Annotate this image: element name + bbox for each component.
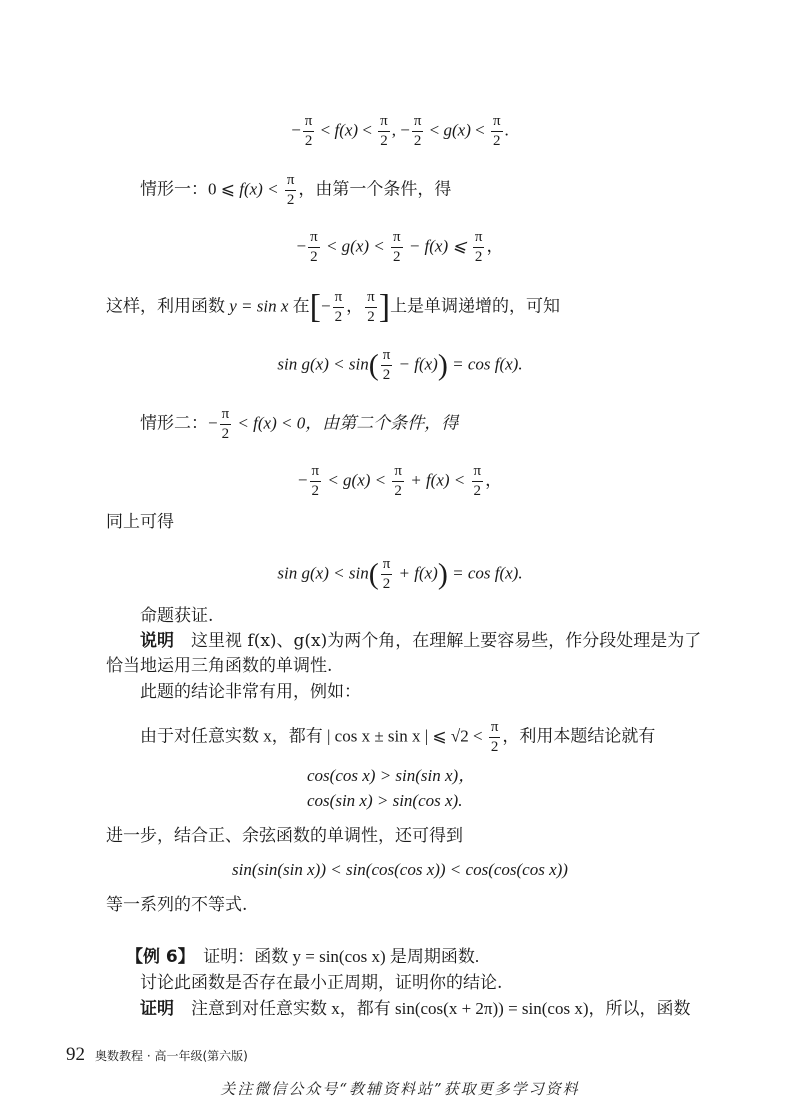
series-of-inequalities: 等一系列的不等式. bbox=[106, 895, 248, 915]
case-one-line: 情形一：0 ⩽ f(x) < $\frac{\pi}{2}$ ，由第一个条件，得 bbox=[140, 172, 452, 208]
conclusion-useful: 此题的结论非常有用，例如： bbox=[140, 682, 361, 702]
further-text: 进一步，结合正、余弦函数的单调性，还可得到 bbox=[106, 826, 463, 846]
inequality-case-one: − $\frac{\pi}{2}$ < g(x) < $\frac{\pi}{2}$ − f(x) ⩽ $\frac{\pi}{2}$ ， bbox=[296, 229, 504, 265]
proposition-proved: 命题获证. bbox=[140, 606, 214, 626]
cos-cos-inequality: cos(cos x) > sin(sin x)， bbox=[307, 766, 476, 785]
example-6: 【例 6】 证明：函数 y = sin(cos x) 是周期函数. bbox=[126, 947, 480, 967]
sine-cosine-inequality-two: sin g(x) < sin( $\frac{\pi}{2}$ + f(x)) = cos f(x). bbox=[277, 556, 523, 592]
example-application: 由于对任意实数 x，都有 | cos x ± sin x | ⩽ √2 < $\frac{\pi}{2}$ ，利用本题结论就有 bbox=[140, 719, 656, 755]
inequality-case-two: − $\frac{\pi}{2}$ < g(x) < $\frac{\pi}{2}$ + f(x) < $\frac{\pi}{2}$ ， bbox=[297, 463, 503, 499]
note-line-1: 说明 这里视 f(x)、g(x)为两个角，在理解上要容易些，作分段处理是为了 bbox=[140, 631, 702, 651]
cos-sin-inequality: cos(sin x) > sin(cos x). bbox=[307, 791, 463, 810]
note-line-2: 恰当地运用三角函数的单调性. bbox=[106, 656, 333, 676]
proof-line: 证明 注意到对任意实数 x，都有 sin(cos(x + 2π)) = sin(cos x)，所以，函数 bbox=[140, 999, 691, 1019]
inequality-f-g-bounds: − $\frac{\pi}{2}$ < f(x) < $\frac{\pi}{2}$ , − $\frac{\pi}{2}$ < g(x) < $\frac{\pi}{2}$ . bbox=[291, 113, 509, 149]
case-two-line: 情形二：− $\frac{\pi}{2}$ < f(x) < 0，由第二个条件，得 bbox=[140, 406, 459, 442]
discussion-text: 讨论此函数是否存在最小正周期，证明你的结论. bbox=[140, 973, 503, 993]
page-number: 92 bbox=[66, 1044, 85, 1065]
monotonic-sine-statement: 这样，利用函数 y = sin x 在[− $\frac{\pi}{2}$ ， $\frac{\pi}{2}$ ]上是单调递增的，可知 bbox=[106, 288, 561, 326]
nested-trig-inequality: sin(sin(sin x)) < sin(cos(cos x)) < cos(cos(cos x)) bbox=[232, 860, 568, 879]
sine-cosine-inequality-one: sin g(x) < sin( $\frac{\pi}{2}$ − f(x)) = cos f(x). bbox=[277, 347, 523, 383]
watermark-text: 关注微信公众号“教辅资料站”获取更多学习资料 bbox=[220, 1080, 580, 1098]
book-title: 奥数教程 · 高一年级(第六版) bbox=[95, 1049, 248, 1063]
same-as-above-text: 同上可得 bbox=[106, 512, 174, 532]
